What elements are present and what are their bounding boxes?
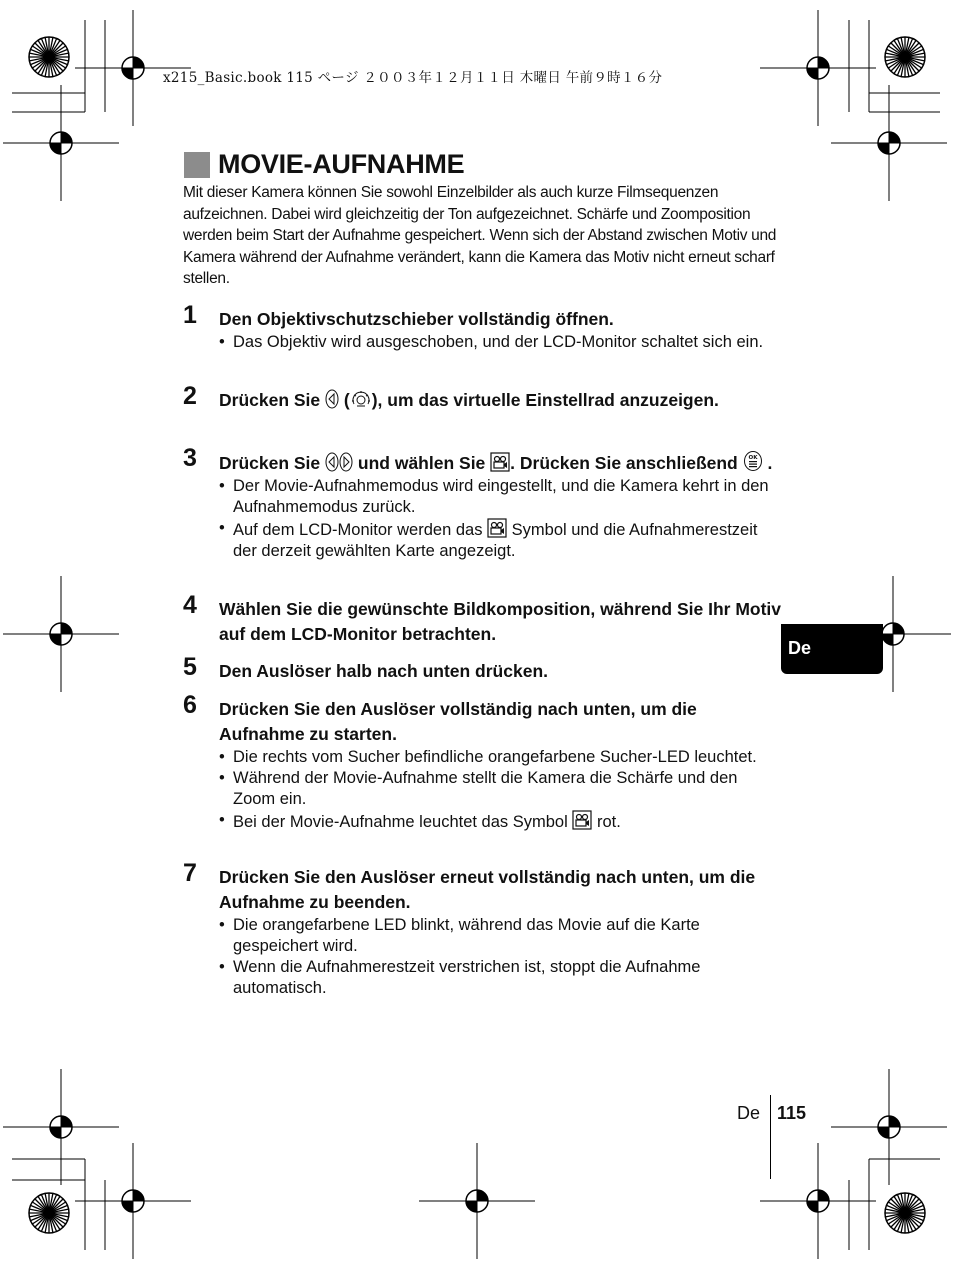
right-arrow-button-icon [339,452,353,472]
left-arrow-button-icon [325,452,339,472]
step-number: 3 [183,444,197,472]
side-tab-label: De [788,638,812,658]
print-header: x215_Basic.book 115 ページ ２００３年１２月１１日 木曜日 午前９時１６分 [163,70,663,86]
bullet-item [219,810,783,833]
intro-paragraph: Mit dieser Kamera können Sie sowohl Einzelbilder als auch kurze Filmsequenzen aufzeichnen. Dabei wird gleichzeitig der Ton aufgezeichnet. Schärfe und Zoomposition werden beim Start der Aufnahme gespeichert. Wenn sich der Abstand zwischen Motiv und Kamera während der Aufnahme verändert, kann die Kamera das Motiv nicht erneut scharf stellen. [183,184,777,287]
title-square-marker [184,152,210,178]
bullet-dot: • [219,958,225,976]
bullet-text: rot. [596,813,621,831]
movie-mode-icon [487,518,507,538]
step-title-part: Drücken Sie [219,390,321,410]
step-7 [183,859,783,999]
movie-mode-icon [572,810,592,830]
bullet-dot: • [219,477,225,495]
bullet-text: Auf dem LCD-Monitor werden das [233,521,483,539]
step-number: 1 [183,301,197,329]
bullet-item [219,768,783,810]
footer-divider [770,1095,771,1179]
bullet-text: Die rechts vom Sucher befindliche orangefarbene Sucher-LED leuchtet. [233,748,757,766]
virtual-dial-icon [350,389,372,409]
step-3 [183,444,783,562]
step-6 [183,691,783,833]
bullet-text: Bei der Movie-Aufnahme leuchtet das Symbol [233,813,568,831]
bullet-item [219,476,783,518]
footer-language: De [737,1103,761,1123]
bullet-text: Die orangefarbene LED blinkt, während das Movie auf die Karte gespeichert wird. [233,916,700,955]
section-title [184,149,464,180]
step-title [219,388,783,413]
page-title: MOVIE-AUFNAHME [218,149,465,179]
language-side-tab [781,624,883,674]
bullet-dot: • [219,769,225,787]
bullet-text: Der Movie-Aufnahmemodus wird eingestellt, und die Kamera kehrt in den Aufnahmemodus zurück. [233,477,769,516]
ok-menu-button-icon [743,450,763,472]
step-number: 6 [183,691,197,719]
step-title-part: Drücken Sie [219,453,321,473]
bullet-dot: • [219,811,225,829]
bullet-dot: • [219,519,225,537]
step-title: Drücken Sie den Auslöser erneut vollständig nach unten, um die Aufnahme zu beenden. [219,867,756,912]
step-5 [183,653,783,684]
step-number: 2 [183,382,197,410]
bullet-text: Symbol und die Aufnahmerestzeit der derzeit gewählten Karte angezeigt. [233,521,758,560]
bullet-dot: • [219,748,225,766]
bullet-text: Das Objektiv wird ausgeschoben, und der LCD-Monitor schaltet sich ein. [233,333,764,351]
bullet-text: Wenn die Aufnahmerestzeit verstrichen ist, stoppt die Aufnahme automatisch. [233,958,701,997]
step-title: Wählen Sie die gewünschte Bildkomposition, während Sie Ihr Motiv auf dem LCD-Monitor betrachten. [219,599,782,644]
bullet-item [219,915,783,957]
bullet-item [219,957,783,999]
step-1 [183,301,783,353]
step-number: 7 [183,859,197,887]
step-title: Den Objektivschutzschieber vollständig öffnen. [219,309,614,329]
step-title: Den Auslöser halb nach unten drücken. [219,661,548,681]
step-title-part: . Drücken Sie anschließend [510,453,738,473]
step-number: 4 [183,591,197,619]
step-number: 5 [183,653,197,681]
step-title [219,450,783,476]
bullet-item [219,518,783,562]
left-arrow-button-icon [325,389,339,409]
step-2 [183,382,783,413]
bullet-dot: • [219,333,225,351]
svg-text:OK: OK [748,455,758,461]
bullet-item [219,747,783,768]
bullet-text: Während der Movie-Aufnahme stellt die Kamera die Schärfe und den Zoom ein. [233,769,738,808]
movie-mode-icon [490,452,510,472]
page-number: 115 [777,1103,807,1123]
bullet-item [219,332,783,353]
step-title-part: ), um das virtuelle Einstellrad anzuzeigen. [371,390,719,410]
step-title-part: und wählen Sie [357,453,486,473]
step-4 [183,591,783,647]
step-title-part: ( [343,390,350,410]
step-title: Drücken Sie den Auslöser vollständig nach unten, um die Aufnahme zu starten. [219,699,697,744]
step-title-part: . [767,453,773,473]
bullet-dot: • [219,916,225,934]
